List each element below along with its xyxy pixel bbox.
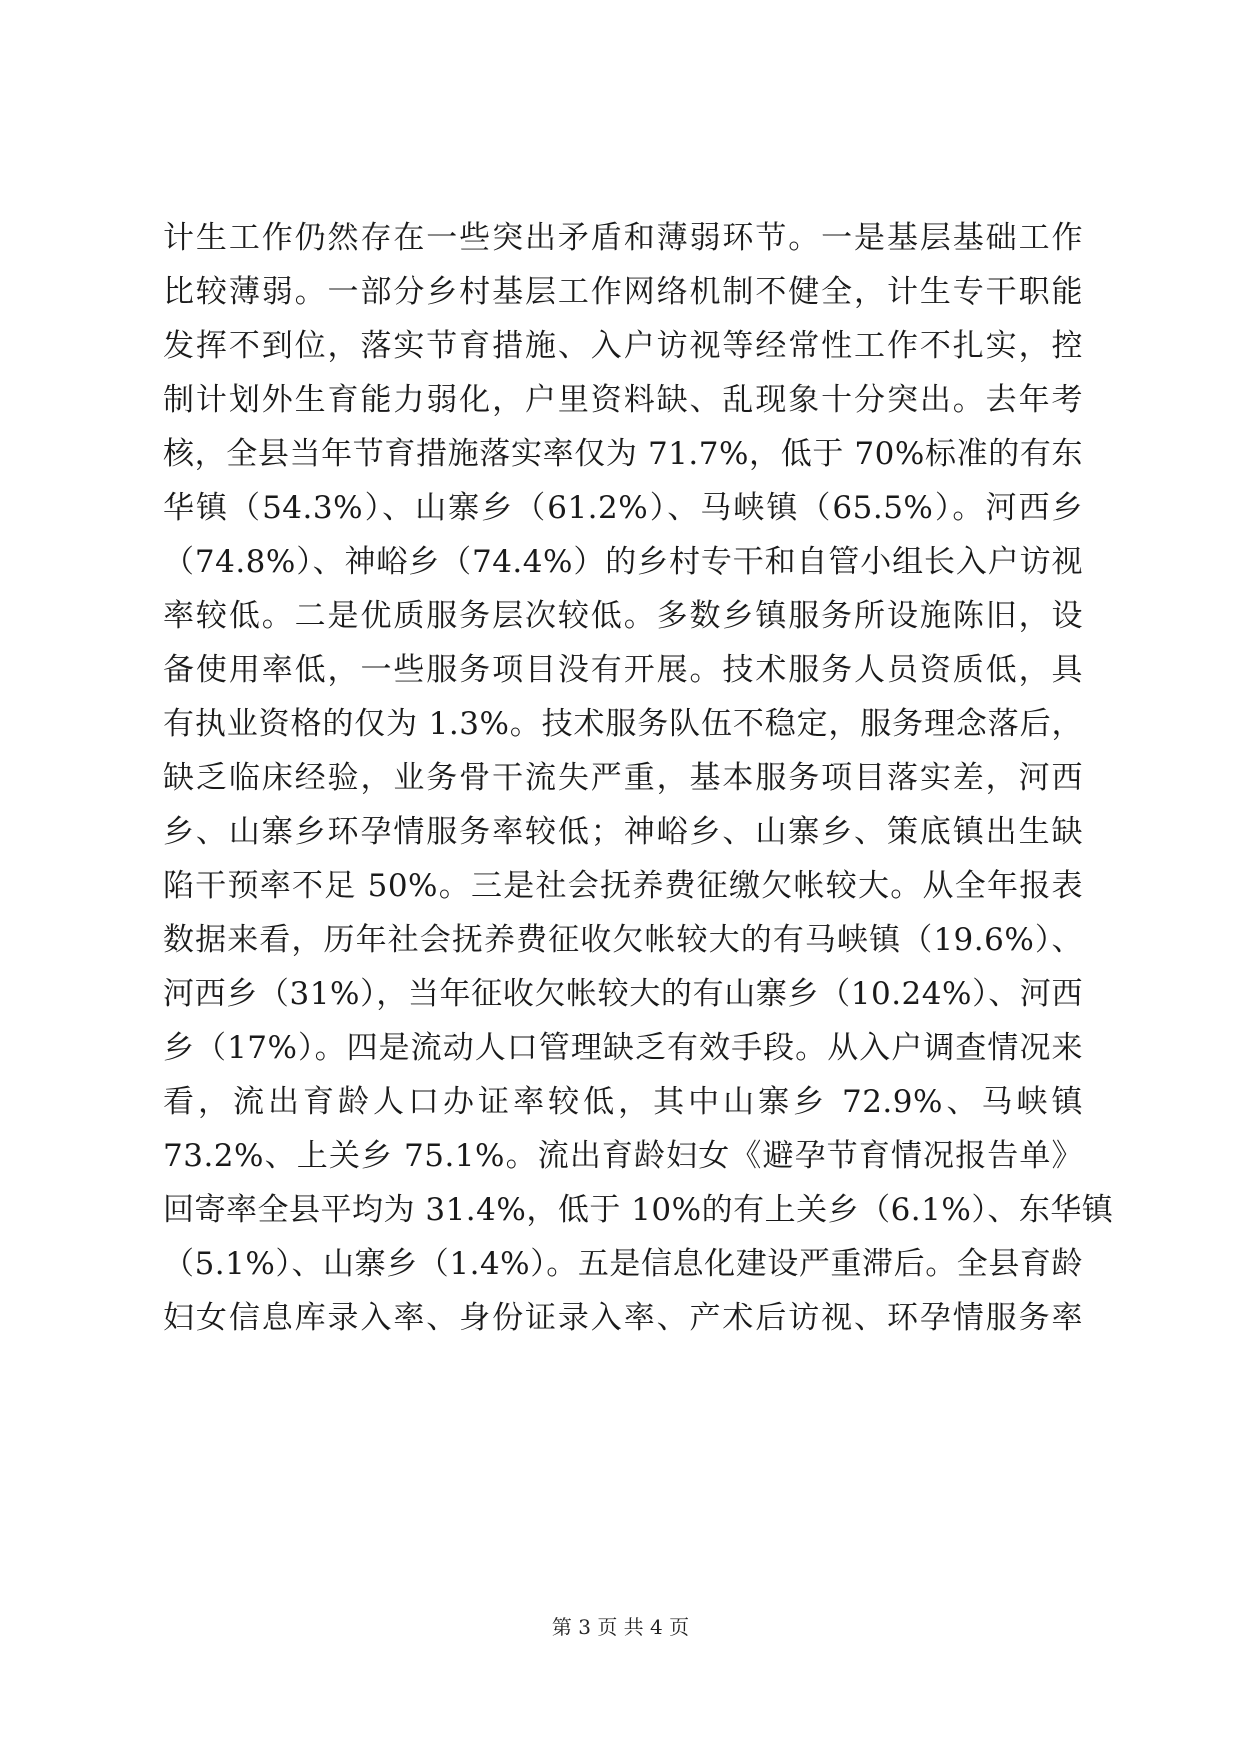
body-line: 率较低。二是优质服务层次较低。多数乡镇服务所设施陈旧，设 <box>163 598 1083 634</box>
body-line: 陷干预率不足 50%。三是社会抚养费征缴欠帐较大。从全年报表 <box>163 868 1083 904</box>
body-line: 计生工作仍然存在一些突出矛盾和薄弱环节。一是基层基础工作 <box>163 220 1083 256</box>
body-line: 缺乏临床经验，业务骨干流失严重，基本服务项目落实差，河西 <box>163 760 1083 796</box>
body-line: 华镇（54.3%）、山寨乡（61.2%）、马峡镇（65.5%）。河西乡 <box>163 490 1083 526</box>
body-line: （74.8%）、神峪乡（74.4%）的乡村专干和自管小组长入户访视 <box>163 544 1083 580</box>
body-line: 乡（17%）。四是流动人口管理缺乏有效手段。从入户调查情况来 <box>163 1030 1083 1066</box>
body-line: 乡、山寨乡环孕情服务率较低；神峪乡、山寨乡、策底镇出生缺 <box>163 814 1083 850</box>
body-line: 看，流出育龄人口办证率较低，其中山寨乡 72.9%、马峡镇 <box>163 1084 1083 1120</box>
body-line: 比较薄弱。一部分乡村基层工作网络机制不健全，计生专干职能 <box>163 274 1083 310</box>
body-line: 核，全县当年节育措施落实率仅为 71.7%，低于 70%标准的有东 <box>163 436 1083 472</box>
body-line: （5.1%）、山寨乡（1.4%）。五是信息化建设严重滞后。全县育龄 <box>163 1246 1083 1282</box>
body-line: 回寄率全县平均为 31.4%，低于 10%的有上关乡（6.1%）、东华镇 <box>163 1192 1114 1228</box>
body-line: 73.2%、上关乡 75.1%。流出育龄妇女《避孕节育情况报告单》 <box>163 1138 1083 1174</box>
body-line: 妇女信息库录入率、身份证录入率、产术后访视、环孕情服务率 <box>163 1300 1083 1336</box>
page-number: 第 3 页 共 4 页 <box>551 1615 690 1639</box>
body-line: 有执业资格的仅为 1.3%。技术服务队伍不稳定，服务理念落后， <box>163 706 1083 742</box>
body-line: 发挥不到位，落实节育措施、入户访视等经常性工作不扎实，控 <box>163 328 1083 364</box>
document-body <box>163 211 1114 1345</box>
body-line: 河西乡（31%），当年征收欠帐较大的有山寨乡（10.24%）、河西 <box>163 976 1083 1012</box>
page-footer <box>0 1612 1241 1642</box>
body-line: 数据来看，历年社会抚养费征收欠帐较大的有马峡镇（19.6%）、 <box>163 922 1083 958</box>
body-line: 制计划外生育能力弱化，户里资料缺、乱现象十分突出。去年考 <box>163 382 1083 418</box>
body-line: 备使用率低，一些服务项目没有开展。技术服务人员资质低，具 <box>163 652 1083 688</box>
